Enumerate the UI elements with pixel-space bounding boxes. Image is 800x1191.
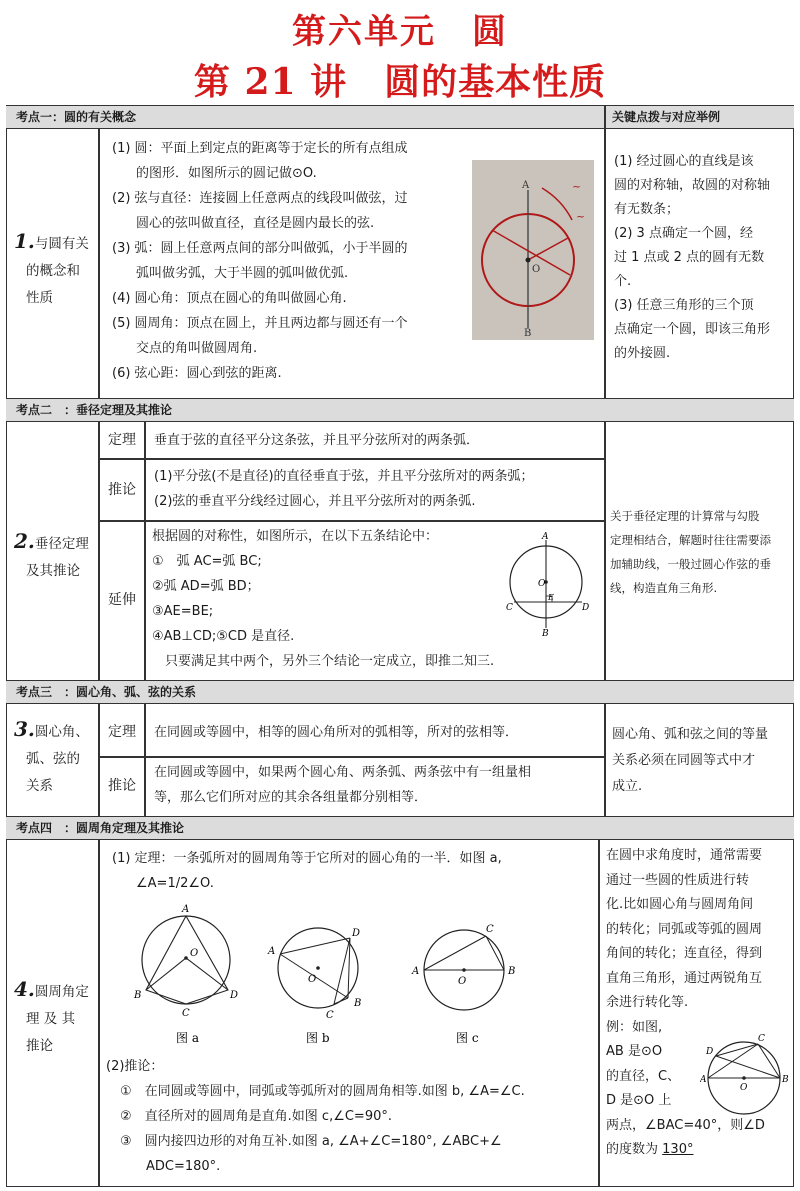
figc-center bbox=[462, 968, 466, 972]
section3-topic-num: 3. bbox=[14, 717, 35, 741]
figc-ac bbox=[424, 936, 486, 970]
section3-topic: 3.圆心角、 弧、弦的 关系 bbox=[14, 717, 89, 794]
ex-label-a: A bbox=[700, 1075, 707, 1085]
figure-a bbox=[132, 896, 244, 1046]
ex-label-o: O bbox=[740, 1083, 748, 1093]
figa-label-c: C bbox=[182, 1008, 190, 1019]
fig2-label-b: B bbox=[542, 629, 549, 636]
figb-label-b: B bbox=[354, 998, 362, 1009]
fig2-label-a: A bbox=[542, 532, 549, 542]
figa-label-a: A bbox=[182, 904, 190, 915]
ex-db bbox=[716, 1056, 780, 1078]
section2-theorem-label: 定理 bbox=[108, 432, 136, 448]
section1-topic: 1.与圆有关 的概念和 性质 bbox=[14, 229, 89, 306]
section3-theorem-label: 定理 bbox=[108, 724, 136, 740]
example-answer: 130° bbox=[662, 1142, 694, 1157]
section4-theorem: (1) 定理：一条弧所对的圆周角等于它所对的圆心角的一半．如图 a, ∠A=1/2∠O. bbox=[112, 851, 502, 891]
ex-label-c: C bbox=[758, 1034, 765, 1044]
figc-label-c: C bbox=[486, 924, 494, 935]
figa-label-o: O bbox=[190, 948, 199, 959]
lesson-title: 第 21 讲 圆的基本性质 bbox=[193, 61, 607, 103]
figa-quadrilateral bbox=[146, 916, 228, 1004]
figb-caption: 图 b bbox=[306, 1031, 330, 1045]
figa-label-d: D bbox=[230, 990, 239, 1001]
section3-corollary: 在同圆或等圆中，如果两个圆心角、两条弧、两条弦中有一组量相 等，那么它们所对应的其余各组量都分别相等． bbox=[154, 765, 532, 805]
figb-ad bbox=[280, 938, 350, 954]
fig2-label-c: C bbox=[506, 603, 513, 613]
figb-label-d: D bbox=[352, 928, 361, 939]
figa-circle bbox=[142, 916, 230, 1004]
fig2-label-e: E bbox=[548, 593, 554, 602]
figc-label-a: A bbox=[412, 966, 420, 977]
section4-corollary: (2)推论： ① 在同圆或等圆中，同弧或等弧所对的圆周角相等.如图 b, ∠A=∠C. ② 直径所对的圆周角是直角.如图 c,∠C=90°. ③ 圆内接四边形的对角互补.如图 a, ∠A+∠C=180°, ∠ABC+∠ ADC=180°. bbox=[106, 1059, 525, 1174]
figc-label-o: O bbox=[458, 976, 467, 987]
unit-title: 第六单元 圆 bbox=[292, 12, 508, 52]
section2-corollary: (1)平分弦(不是直径)的直径垂直于弦，并且平分弦所对的两条弧； (2)弦的垂直平分线经过圆心，并且平分弦所对的两条弧. bbox=[154, 469, 534, 509]
figb-label-o: O bbox=[308, 974, 317, 985]
figure-b bbox=[262, 916, 374, 1046]
figure-c bbox=[408, 918, 524, 1046]
circle-sketch-figure bbox=[472, 160, 594, 340]
section2-corollary-label: 推论 bbox=[108, 482, 136, 498]
section2-note: 关于垂径定理的计算常与勾股 定理相结合，解题时往往需要添 加辅助线，一般过圆心作弦的垂 线，构造直角三角形. bbox=[610, 509, 771, 595]
figb-center bbox=[316, 966, 320, 970]
section4-topic-num: 4. bbox=[14, 977, 35, 1001]
figc-label-b: B bbox=[508, 966, 516, 977]
section3-header-label: 考点三 ：圆心角、弧、弦的关系 bbox=[16, 685, 197, 699]
figa-label-b: B bbox=[134, 990, 142, 1001]
ex-label-b: B bbox=[782, 1075, 789, 1085]
figa-caption: 图 a bbox=[176, 1031, 199, 1045]
section2-header bbox=[6, 398, 794, 422]
section3-corollary-label: 推论 bbox=[108, 778, 136, 794]
perpendicular-diameter-figure bbox=[502, 530, 594, 636]
figb-label-a: A bbox=[268, 946, 276, 957]
figc-caption: 图 c bbox=[456, 1031, 479, 1045]
section3-note: 圆心角、弧和弦之间的等量 关系必须在同圆等式中才 成立. bbox=[612, 727, 769, 794]
section2-extension: 根据圆的对称性，如图所示，在以下五条结论中： ① 弧 AC=弧 BC; ②弧 AD=弧 BD； ③AE=BE; ④AB⊥CD;⑤CD 是直径. 只要满足其中两个，另外三个结论一定成立，即推二知三. bbox=[152, 529, 495, 669]
section1-content: (1) 圆：平面上到定点的距离等于定长的所有点组成 的图形．如图所示的圆记做⊙O. (2) 弦与直径：连接圆上任意两点的线段叫做弦，过 圆心的弦叫做直径，直径是圆内最长的弦. (3) 弧：圆上任意两点间的部分叫做弧，小于半圆的 弧叫做劣弧，大于半圆的弧叫做优弧. (4) 圆心角：顶点在圆心的角叫做圆心角. (5) 圆周角：顶点在圆上，并且两边都与圆还有一个 交点的角叫做圆周角. (6) 弦心距：圆心到弦的距离. bbox=[112, 141, 408, 381]
section2-topic-num: 2. bbox=[14, 529, 35, 553]
section4-note: 在圆中求角度时，通常需要 通过一些圆的性质进行转 化.比如圆心角与圆周角间 的转化；同弧或等弧的圆周 角间的转化；连直径，得到 直角三角形，通过两锐角互 余进行转化等. 例：如图, AB 是⊙O 的直径，C、 D 是⊙O 上 两点，∠BAC=40°，则∠D 的度数为 130° bbox=[606, 848, 765, 1157]
ex-cb bbox=[758, 1044, 780, 1078]
ex-label-d: D bbox=[706, 1047, 714, 1057]
sketch-center-dot bbox=[526, 258, 531, 263]
figb-label-c: C bbox=[326, 1010, 334, 1021]
section2-topic: 2.垂径定理 及其推论 bbox=[14, 529, 89, 579]
sketch-label-a: A bbox=[522, 180, 530, 191]
example-figure bbox=[700, 1032, 792, 1122]
section1-header-label: 考点一：圆的有关概念 bbox=[16, 110, 137, 124]
section4-header bbox=[6, 816, 794, 840]
section1-topic-num: 1. bbox=[14, 229, 35, 253]
section4-topic: 4.圆周角定 理 及 其 推论 bbox=[14, 977, 89, 1054]
section4-header-label: 考点四 ：圆周角定理及其推论 bbox=[16, 821, 185, 835]
section3-header bbox=[6, 680, 794, 704]
key-tips-header: 关键点拨与对应举例 bbox=[612, 110, 721, 124]
fig2-label-d: D bbox=[582, 603, 590, 613]
section3-theorem: 在同圆或等圆中，相等的圆心角所对的弧相等，所对的弦相等． bbox=[154, 725, 519, 740]
sketch-scribble-2: ~ bbox=[576, 210, 586, 223]
figb-cb bbox=[334, 998, 348, 1004]
sketch-label-b: B bbox=[524, 328, 532, 339]
section2-extension-label: 延伸 bbox=[108, 592, 136, 608]
sketch-label-o: O bbox=[532, 264, 541, 275]
figa-center bbox=[184, 956, 188, 960]
sketch-scribble-1: ~ bbox=[572, 180, 582, 193]
figc-cb bbox=[486, 936, 504, 970]
section1-header bbox=[6, 105, 794, 129]
ex-center bbox=[742, 1076, 746, 1080]
figa-central-angle bbox=[146, 958, 228, 990]
section2-header-label: 考点二 ：垂径定理及其推论 bbox=[16, 403, 173, 417]
ex-ac bbox=[708, 1044, 758, 1078]
section1-notes: (1) 经过圆心的直线是该 圆的对称轴，故圆的对称轴 有无数条； (2) 3 点确定一个圆，经 过 1 点或 2 点的圆有无数 个. (3) 任意三角形的三个顶 点确定一个圆，即该三角形 的外接圆. bbox=[614, 154, 771, 361]
section2-theorem: 垂直于弦的直径平分这条弦，并且平分弦所对的两条弧． bbox=[154, 433, 480, 448]
fig2-label-o: O bbox=[538, 579, 546, 589]
